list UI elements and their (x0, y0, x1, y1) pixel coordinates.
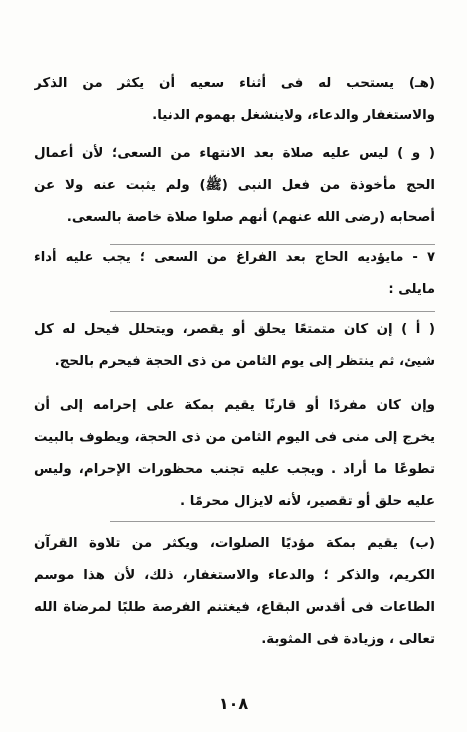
page-number: ١٠٨ (218, 694, 249, 713)
paragraph-qaran-line-4: عليه حلق أو تقصير، لأنه لايزال محرمًا . (179, 494, 435, 509)
paragraph-w (34, 138, 435, 234)
paragraph-h (34, 68, 435, 132)
divider-rule (110, 311, 435, 312)
paragraph-qaran-line-1: وإن كان مفردًا أو قارنًا يقيم بمكة على إحرامه إلى أن (34, 398, 435, 413)
divider-rule (110, 521, 435, 522)
section-heading-7-line-1: ٧ - مايؤديه الحاج بعد الفراغ من السعى ؛ يجب عليه أداء (34, 250, 435, 265)
paragraph-b-line-4: تعالى ، وزيادة فى المثوبة. (261, 632, 435, 647)
section-heading-7-line-2: مايلى : (388, 282, 435, 297)
paragraph-w-line-3: أصحابه (رضى الله عنهم) أنهم صلوا صلاة خاصة بالسعى. (66, 210, 435, 225)
paragraph-w-line-1: ( و ) ليس عليه صلاة بعد الانتهاء من السعى؛ لأن أعمال (34, 146, 435, 161)
paragraph-a-line-1: ( أ ) إن كان متمتعًا يحلق أو يقصر، ويتحلل فيحل له كل (34, 322, 435, 337)
paragraph-b (34, 528, 435, 656)
paragraph-b-line-3: الطاعات فى أقدس البقاع، فيغتنم الفرصة طلبًا لمرضاة الله (34, 600, 435, 615)
paragraph-h-line-2: والاستغفار والدعاء، ولاينشغل بهموم الدنيا. (152, 108, 435, 123)
section-heading-7 (34, 242, 435, 306)
paragraph-qaran-line-3: تطوعًا ما أراد . ويجب عليه تجنب محظورات الإحرام، وليس (34, 462, 435, 477)
paragraph-b-line-1: (ب) يقيم بمكة مؤديًا الصلوات، ويكثر من تلاوة القرآن (34, 536, 435, 551)
paragraph-b-line-2: الكريم، والذكر ؛ والدعاء والاستغفار، ذلك، لأن هذا موسم (34, 568, 435, 583)
paragraph-a-line-2: شيئ، ثم ينتظر إلى يوم الثامن من ذى الحجة فيحرم بالحج. (54, 354, 435, 369)
paragraph-qaran (34, 390, 435, 518)
paragraph-a (34, 314, 435, 378)
paragraph-qaran-line-2: يخرج إلى منى فى اليوم الثامن من ذى الحجة، ويطوف بالبيت (34, 430, 435, 445)
paragraph-w-line-2: الحج مأخوذة من فعل النبى (ﷺ) ولم يثبت عنه ولا عن (34, 178, 435, 193)
paragraph-h-line-1: (هـ) يستحب له فى أثناء سعيه أن يكثر من الذكر (34, 76, 435, 91)
